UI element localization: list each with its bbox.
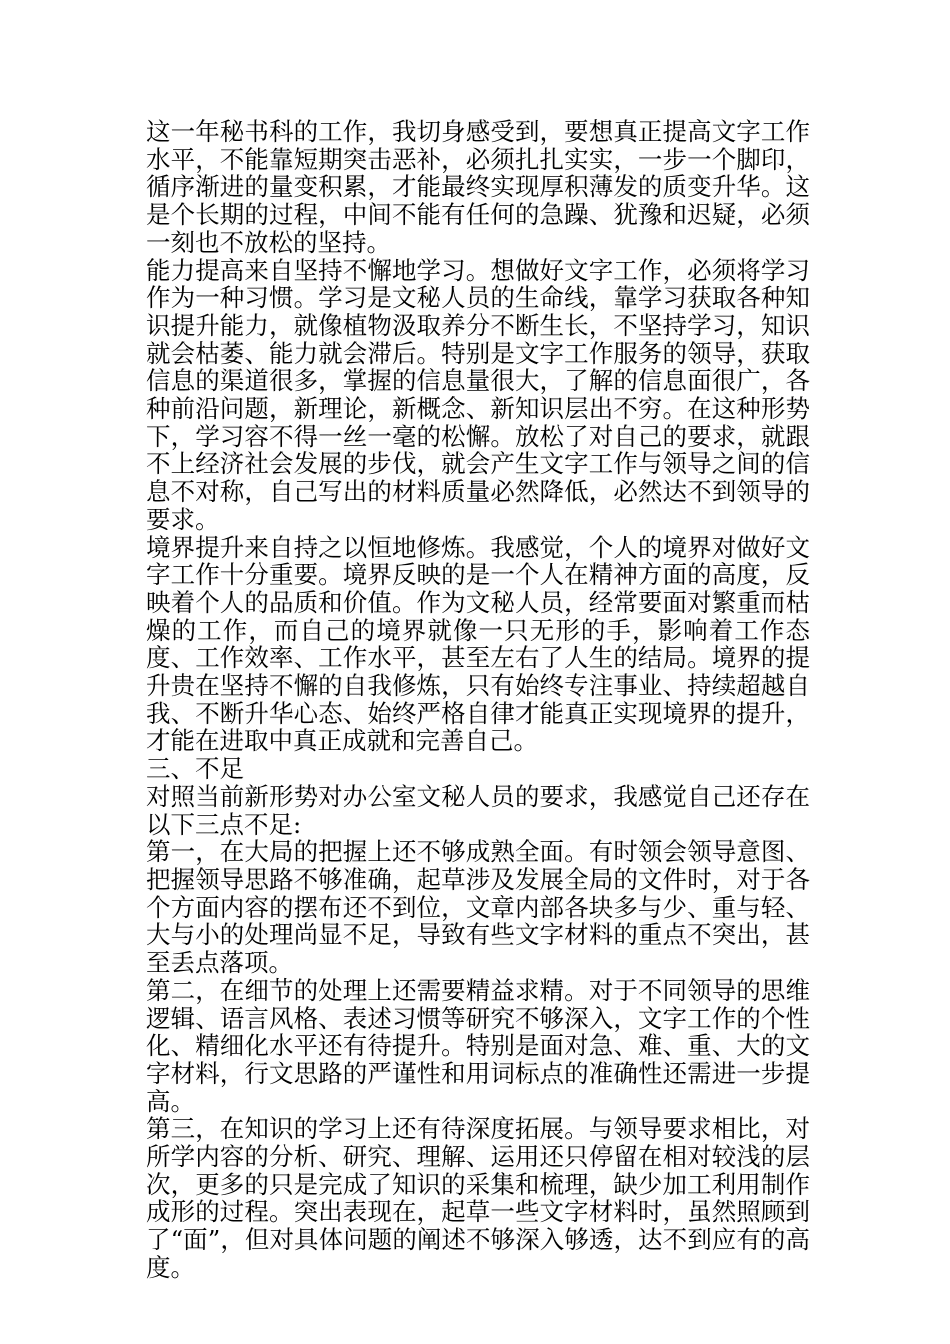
document-body xyxy=(146,118,810,1282)
section-heading-shortcomings: 三、不足 xyxy=(146,754,244,784)
paragraph-persistence: 这一年秘书科的工作，我切身感受到，要想真正提高文字工作水平，不能靠短期突击恶补，必须扎扎实实，一步一个脚印，循序渐进的量变积累，才能最终实现厚积薄发的质变升华。这是个长期的过程，中间不能有任何的急躁、犹豫和迟疑，必须一刻也不放松的坚持。 xyxy=(146,117,810,257)
paragraph-cultivation: 境界提升来自持之以恒地修炼。我感觉，个人的境界对做好文字工作十分重要。境界反映的是一个人在精神方面的高度，反映着个人的品质和价值。作为文秘人员，经常要面对繁重而枯燥的工作，而自己的境界就像一只无形的手，影响着工作态度、工作效率、工作水平，甚至左右了人生的结局。境界的提升贵在坚持不懈的自我修炼，只有始终专注事业、持续超越自我、不断升华心态、始终严格自律才能真正实现境界的提升，才能在进取中真正成就和完善自己。 xyxy=(146,532,810,756)
paragraph-shortcoming-second: 第二，在细节的处理上还需要精益求精。对于不同领导的思维逻辑、语言风格、表述习惯等研究不够深入，文字工作的个性化、精细化水平还有待提升。特别是面对急、难、重、大的文字材料，行文思路的严谨性和用词标点的准确性还需进一步提高。 xyxy=(146,975,810,1116)
paragraph-shortcoming-first: 第一，在大局的把握上还不够成熟全面。有时领会领导意图、把握领导思路不够准确，起草涉及发展全局的文件时，对于各个方面内容的摆布还不到位，文章内部各块多与少、重与轻、大与小的处理尚显不足，导致有些文字材料的重点不突出，甚至丢点落项。 xyxy=(146,837,810,978)
paragraph-shortcoming-third: 第三，在知识的学习上还有待深度拓展。与领导要求相比，对所学内容的分析、研究、理解、运用还只停留在相对较浅的层次，更多的只是完成了知识的采集和梳理，缺少加工利用制作成形的过程。突出表现在，起草一些文字材料时，虽然照顾到了“面”，但对具体问题的阐述不够深入够透，达不到应有的高度。 xyxy=(146,1114,810,1282)
paragraph-shortcomings-intro: 对照当前新形势对办公室文秘人员的要求，我感觉自己还存在以下三点不足: xyxy=(146,781,810,839)
paragraph-learning: 能力提高来自坚持不懈地学习。想做好文字工作，必须将学习作为一种习惯。学习是文秘人员的生命线，靠学习获取各种知识提升能力，就像植物汲取养分不断生长，不坚持学习，知识就会枯萎、能力就会滞后。特别是文字工作服务的领导，获取信息的渠道很多，掌握的信息量很大，了解的信息面很广，各种前沿问题，新理论，新概念、新知识层出不穷。在这种形势下，学习容不得一丝一毫的松懈。放松了对自己的要求，就跟不上经济社会发展的步伐，就会产生文字工作与领导之间的信息不对称，自己写出的材料质量必然降低，必然达不到领导的要求。 xyxy=(146,255,810,534)
